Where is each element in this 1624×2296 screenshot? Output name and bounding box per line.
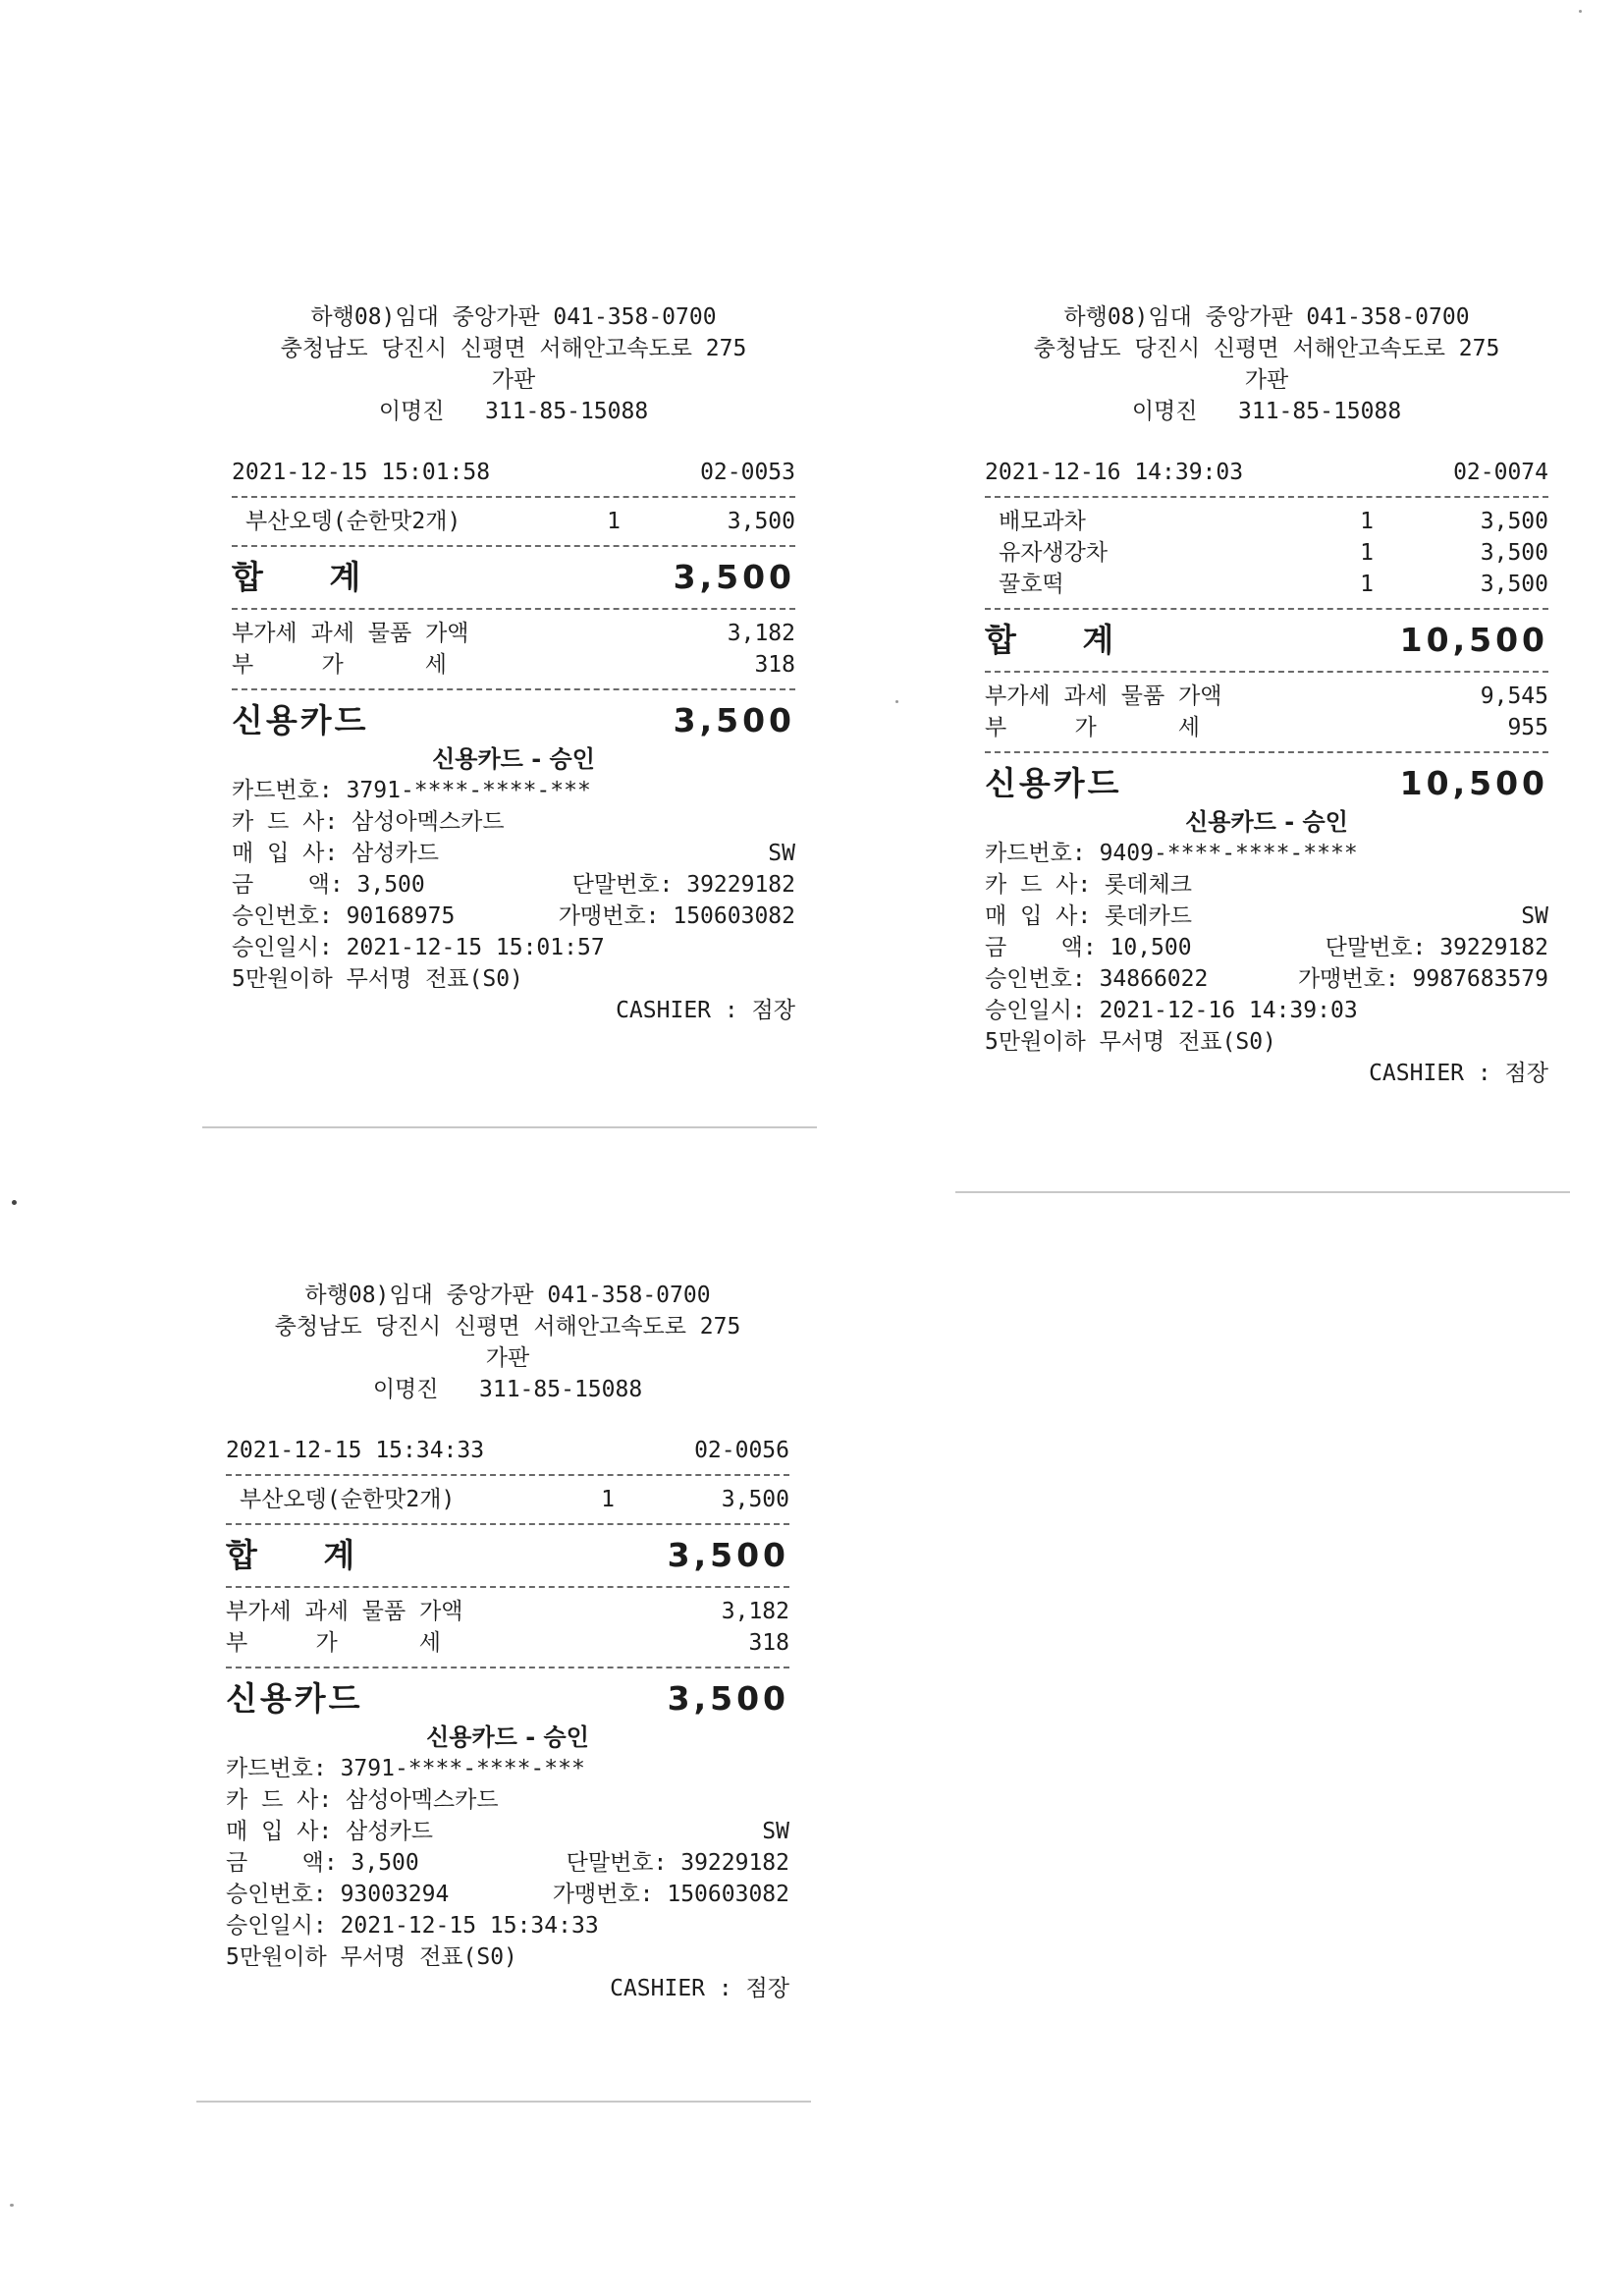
store-address: 충청남도 당진시 신평면 서해안고속도로 275 <box>274 1314 741 1339</box>
no-signature-note: 5만원이하 무서명 전표(S0) <box>232 966 523 992</box>
approval-time: 승인일시: 2021-12-15 15:01:57 <box>232 935 605 960</box>
scan-speck <box>1579 10 1582 13</box>
vat-base-amount: 3,182 <box>727 621 795 646</box>
terminal-number: 단말번호: 39229182 <box>1325 935 1548 960</box>
card-company: 카 드 사: 삼성아멕스카드 <box>232 809 505 835</box>
approval-row <box>985 963 1548 995</box>
owner-business-no: 이명진 311-85-15088 <box>372 1377 643 1402</box>
vat-base-row <box>232 618 795 649</box>
divider <box>985 751 1548 753</box>
store-address: 충청남도 당진시 신평면 서해안고속도로 275 <box>1033 336 1500 361</box>
total-amount: 3,500 <box>667 1536 789 1574</box>
scan-speck <box>895 700 898 703</box>
vat-base-amount: 9,545 <box>1480 683 1548 709</box>
vat-row <box>985 712 1548 743</box>
datetime-row <box>232 457 795 488</box>
divider <box>985 608 1548 610</box>
amount-line: 금 액: 10,500 <box>985 935 1192 960</box>
approval-time: 승인일시: 2021-12-16 14:39:03 <box>985 998 1358 1023</box>
amount-row <box>232 869 795 901</box>
receipt-2 <box>967 301 1566 1193</box>
store-name-phone: 하행08)임대 중앙가판 041-358-0700 <box>310 304 717 330</box>
card-total: 10,500 <box>1399 764 1548 802</box>
card-company: 카 드 사: 롯데체크 <box>985 872 1192 898</box>
approval-number: 승인번호: 93003294 <box>226 1882 450 1907</box>
item-amount: 3,500 <box>727 509 795 534</box>
item-name: 부산오뎅(순한맛2개) <box>240 1487 456 1512</box>
item-amount: 3,500 <box>1480 572 1548 597</box>
vat-amount: 318 <box>754 652 795 678</box>
card-total: 3,500 <box>667 1679 789 1718</box>
approval-title: 신용카드 - 승인 <box>426 1723 589 1751</box>
card-label: 신용카드 <box>985 764 1122 802</box>
acquirer-row <box>226 1816 789 1847</box>
vat-row <box>226 1627 789 1659</box>
cashier: CASHIER : 점장 <box>1369 1061 1548 1086</box>
card-number: 카드번호: 3791-****-****-*** <box>226 1756 585 1781</box>
divider <box>226 1586 789 1588</box>
divider <box>985 671 1548 673</box>
approval-number: 승인번호: 90168975 <box>232 903 456 929</box>
item-name: 배모과차 <box>999 509 1086 534</box>
total-amount: 10,500 <box>1399 621 1548 659</box>
item-amount: 3,500 <box>721 1487 789 1512</box>
divider <box>232 545 795 547</box>
store-type: 가판 <box>491 367 536 393</box>
acquirer-row <box>985 901 1548 932</box>
sale-datetime: 2021-12-16 14:39:03 <box>985 460 1244 485</box>
amount-line: 금 액: 3,500 <box>226 1850 419 1876</box>
no-signature-note: 5만원이하 무서명 전표(S0) <box>226 1944 517 1970</box>
vat-label: 부 가 세 <box>226 1630 441 1656</box>
list-item <box>985 537 1548 569</box>
no-signature-note: 5만원이하 무서명 전표(S0) <box>985 1029 1276 1055</box>
divider <box>232 688 795 690</box>
amount-row <box>226 1847 789 1879</box>
total-amount: 3,500 <box>673 558 795 596</box>
acquirer: 매 입 사: 삼성카드 <box>226 1819 433 1844</box>
card-company: 카 드 사: 삼성아멕스카드 <box>226 1787 499 1813</box>
item-name: 부산오뎅(순한맛2개) <box>245 509 461 534</box>
approval-title: 신용카드 - 승인 <box>1185 808 1348 836</box>
acquirer-code: SW <box>762 1819 789 1844</box>
list-item <box>232 506 795 537</box>
acquirer-code: SW <box>768 841 795 866</box>
total-label: 합 계 <box>232 558 389 596</box>
list-item <box>985 506 1548 537</box>
total-row <box>232 555 795 600</box>
vat-base-label: 부가세 과세 물품 가액 <box>985 683 1222 709</box>
item-qty: 1 <box>1360 572 1374 597</box>
item-qty: 1 <box>1360 509 1374 534</box>
card-label: 신용카드 <box>232 701 369 739</box>
merchant-number: 가맹번호: 150603082 <box>552 1882 789 1907</box>
card-total-row <box>985 761 1548 806</box>
divider <box>226 1474 789 1476</box>
store-type: 가판 <box>1244 367 1289 393</box>
divider <box>232 608 795 610</box>
card-number: 카드번호: 9409-****-****-**** <box>985 841 1358 866</box>
store-type: 가판 <box>485 1345 530 1371</box>
vat-base-row <box>226 1596 789 1627</box>
vat-amount: 318 <box>748 1630 789 1656</box>
total-label: 합 계 <box>985 621 1142 659</box>
cashier: CASHIER : 점장 <box>610 1976 789 2001</box>
sale-datetime: 2021-12-15 15:34:33 <box>226 1438 485 1463</box>
vat-label: 부 가 세 <box>985 715 1200 740</box>
approval-row <box>226 1879 789 1910</box>
vat-base-label: 부가세 과세 물품 가액 <box>226 1599 463 1624</box>
scan-speck <box>10 2204 14 2207</box>
owner-business-no: 이명진 311-85-15088 <box>1131 399 1402 424</box>
vat-label: 부 가 세 <box>232 652 447 678</box>
store-name-phone: 하행08)임대 중앙가판 041-358-0700 <box>1063 304 1470 330</box>
item-amount: 3,500 <box>1480 540 1548 566</box>
amount-row <box>985 932 1548 963</box>
divider <box>226 1523 789 1525</box>
acquirer-row <box>232 838 795 869</box>
total-label: 합 계 <box>226 1536 383 1574</box>
terminal-number: 단말번호: 39229182 <box>566 1850 789 1876</box>
merchant-number: 가맹번호: 150603082 <box>558 903 795 929</box>
approval-row <box>232 901 795 932</box>
vat-amount: 955 <box>1507 715 1548 740</box>
card-label: 신용카드 <box>226 1679 363 1718</box>
divider <box>226 1667 789 1668</box>
sale-datetime: 2021-12-15 15:01:58 <box>232 460 491 485</box>
card-total: 3,500 <box>673 701 795 739</box>
divider <box>232 496 795 498</box>
merchant-number: 가맹번호: 9987683579 <box>1297 966 1548 992</box>
item-qty: 1 <box>1360 540 1374 566</box>
card-total-row <box>226 1676 789 1722</box>
datetime-row <box>226 1435 789 1466</box>
receipt-number: 02-0053 <box>700 460 795 485</box>
scan-speck <box>12 1200 17 1205</box>
owner-business-no: 이명진 311-85-15088 <box>378 399 649 424</box>
datetime-row <box>985 457 1548 488</box>
item-qty: 1 <box>607 509 621 534</box>
approval-title: 신용카드 - 승인 <box>432 745 595 773</box>
item-qty: 1 <box>601 1487 615 1512</box>
receipt-number: 02-0074 <box>1453 460 1548 485</box>
store-name-phone: 하행08)임대 중앙가판 041-358-0700 <box>304 1283 711 1308</box>
terminal-number: 단말번호: 39229182 <box>571 872 795 898</box>
receipt-number: 02-0056 <box>694 1438 789 1463</box>
total-row <box>985 618 1548 663</box>
receipt-1 <box>214 301 813 1128</box>
vat-base-amount: 3,182 <box>721 1599 789 1624</box>
list-item <box>985 569 1548 600</box>
item-name: 유자생강차 <box>999 540 1109 566</box>
vat-base-label: 부가세 과세 물품 가액 <box>232 621 469 646</box>
store-address: 충청남도 당진시 신평면 서해안고속도로 275 <box>280 336 747 361</box>
vat-row <box>232 649 795 681</box>
card-total-row <box>232 698 795 743</box>
acquirer: 매 입 사: 롯데카드 <box>985 903 1192 929</box>
approval-time: 승인일시: 2021-12-15 15:34:33 <box>226 1913 599 1939</box>
receipt-3 <box>208 1280 807 2103</box>
amount-line: 금 액: 3,500 <box>232 872 425 898</box>
acquirer-code: SW <box>1521 903 1548 929</box>
cashier: CASHIER : 점장 <box>616 998 795 1023</box>
list-item <box>226 1484 789 1515</box>
total-row <box>226 1533 789 1578</box>
card-number: 카드번호: 3791-****-****-*** <box>232 778 591 803</box>
vat-base-row <box>985 681 1548 712</box>
approval-number: 승인번호: 34866022 <box>985 966 1209 992</box>
divider <box>985 496 1548 498</box>
item-amount: 3,500 <box>1480 509 1548 534</box>
acquirer: 매 입 사: 삼성카드 <box>232 841 439 866</box>
item-name: 꿀호떡 <box>999 572 1064 597</box>
